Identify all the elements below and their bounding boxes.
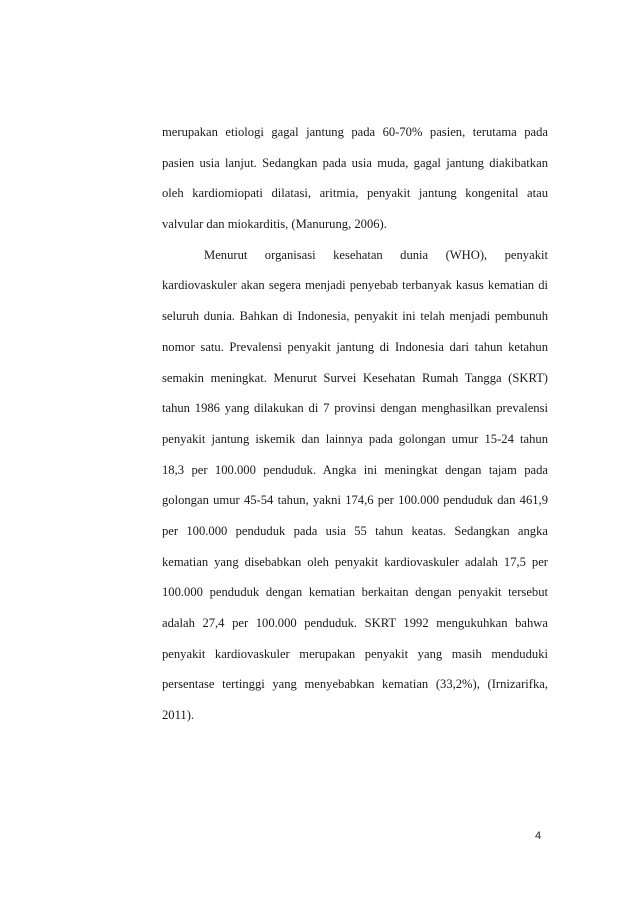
text-line-1: merupakan etiologi gagal jantung pada 60-70% pasien, terutama pada [162, 125, 548, 139]
text-line-19: persentase tertinggi yang menyebabkan kematian (33,2%), (Irnizarifka, [162, 677, 548, 692]
text-line-8: nomor satu. Prevalensi penyakit jantung di Indonesia dari tahun ketahun [162, 339, 548, 354]
text-line-17: adalah 27,4 per 100.000 penduduk. SKRT 1992 mengukuhkan bahwa [162, 616, 548, 630]
text-line-2: pasien usia lanjut. Sedangkan pada usia muda, gagal jantung diakibatkan [162, 155, 548, 170]
text-line-3: oleh kardiomiopati dilatasi, aritmia, penyakit jantung kongenital atau [162, 186, 548, 201]
text-line-14: per 100.000 penduduk pada usia 55 tahun keatas. Sedangkan angka [162, 523, 548, 538]
text-line-18: penyakit kardiovaskuler merupakan penyakit yang masih menduduki [162, 646, 548, 661]
text-line-4: valvular dan miokarditis, (Manurung, 2006). [162, 217, 387, 232]
text-line-7: seluruh dunia. Bahkan di Indonesia, penyakit ini telah menjadi pembunuh [162, 309, 548, 324]
text-line-10: tahun 1986 yang dilakukan di 7 provinsi dengan menghasilkan prevalensi [162, 401, 548, 416]
text-line-9: semakin meningkat. Menurut Survei Kesehatan Rumah Tangga (SKRT) [162, 370, 548, 385]
text-line-13: golongan umur 45-54 tahun, yakni 174,6 per 100.000 penduduk dan 461,9 [162, 493, 548, 508]
body-text [162, 117, 548, 731]
text-line-12: 18,3 per 100.000 penduduk. Angka ini meningkat dengan tajam pada [162, 462, 548, 477]
text-line-6: kardiovaskuler akan segera menjadi penyebab terbanyak kasus kematian di [162, 278, 548, 293]
text-line-11: penyakit jantung iskemik dan lainnya pada golongan umur 15-24 tahun [162, 431, 548, 446]
text-line-16: 100.000 penduduk dengan kematian berkaitan dengan penyakit tersebut [162, 585, 548, 600]
text-line-15: kematian yang disebabkan oleh penyakit kardiovaskuler adalah 17,5 per [162, 554, 548, 569]
text-line-20: 2011). [162, 708, 195, 723]
page-number: 4 [535, 830, 542, 842]
text-line-5: Menurut organisasi kesehatan dunia (WHO), penyakit [204, 247, 548, 262]
